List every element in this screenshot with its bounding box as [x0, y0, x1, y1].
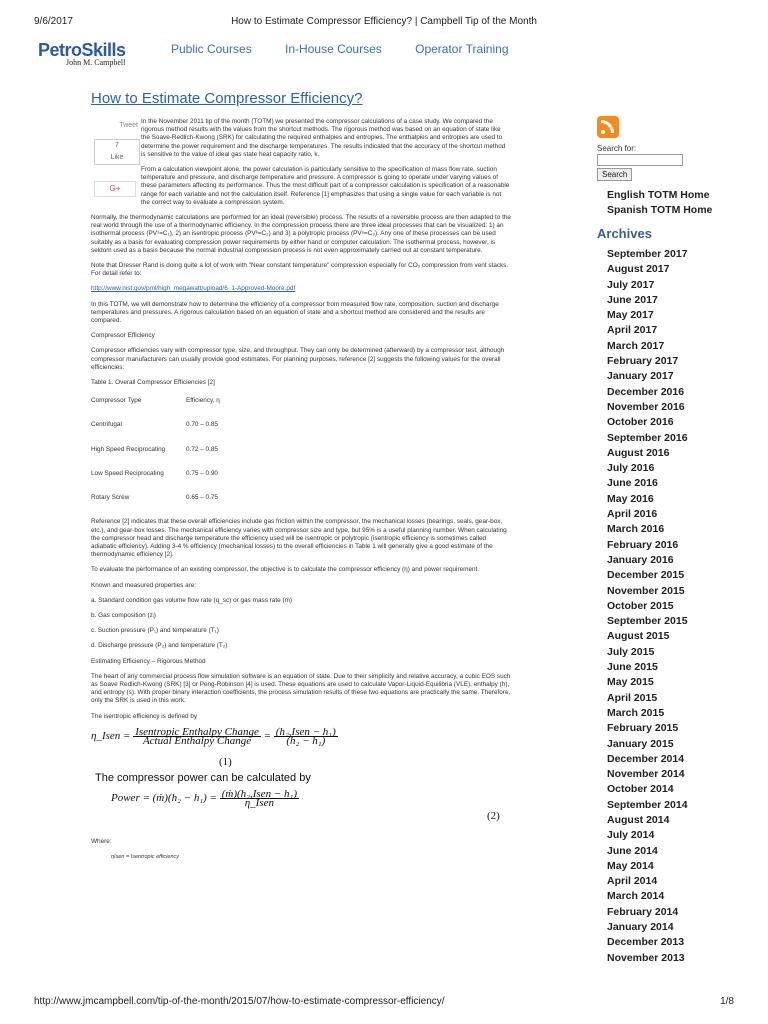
- eq1-num2: (h₂,Isen − h₁): [275, 725, 336, 738]
- print-url: http://www.jmcampbell.com/tip-of-the-month/2015/07/how-to-estimate-compressor-efficiency/: [34, 996, 445, 1007]
- archive-link[interactable]: December 2016: [607, 385, 685, 398]
- archives-title: Archives: [597, 226, 652, 241]
- archive-link[interactable]: September 2015: [607, 615, 688, 628]
- table-cell: 0.72 – 0.85: [186, 445, 218, 453]
- archive-link[interactable]: September 2016: [607, 431, 688, 444]
- table-row: [91, 494, 511, 502]
- table-caption: Table 1. Overall Compressor Efficiencies [2]: [91, 379, 215, 387]
- fb-count: 7: [115, 142, 119, 149]
- paragraph: Note that Dresser Rand is doing quite a lot of work with "Near constant temperature" compression especially for CO₂ compression from vent stacks. For detail refer to:: [91, 262, 509, 278]
- archive-link[interactable]: August 2014: [607, 813, 670, 826]
- eq-text: The compressor power can be calculated by: [95, 771, 311, 784]
- where-label: Where:: [91, 837, 112, 845]
- table-cell: 0.75 – 0.90: [186, 469, 218, 477]
- nav-operator-training[interactable]: Operator Training: [415, 42, 509, 56]
- archive-link[interactable]: July 2014: [607, 829, 655, 842]
- archive-link[interactable]: January 2016: [607, 553, 674, 566]
- nav-in-house-courses[interactable]: In-House Courses: [285, 42, 382, 56]
- reference-link[interactable]: http://www.nist.gov/pml/high_megawatt/upload/6_1-Approved-Moore.pdf: [91, 285, 296, 293]
- search-label: Search for:: [597, 144, 637, 153]
- archive-link[interactable]: November 2016: [607, 400, 685, 413]
- article-body: [91, 118, 511, 868]
- equations: [91, 725, 511, 838]
- eq1-den1: Actual Enthalpy Change: [142, 734, 252, 747]
- paragraph: To evaluate the performance of an existing compressor, the objective is to calculate the compressor efficiency (η) and power requirement.: [91, 566, 480, 574]
- archive-link[interactable]: November 2014: [607, 768, 685, 781]
- logo-brand: PetroSkills: [38, 40, 126, 60]
- paragraph: In this TOTM, we will demonstrate how to determine the efficiency of a compressor from measured flow rate, composition, suction and discharge temperatures and pressures. A rigorous calculation based on an equation of state and a shortcut method are considered and the results are compared.: [91, 300, 499, 325]
- archive-link[interactable]: March 2015: [607, 706, 665, 719]
- eq2-lhs: Power = (ṁ)(h₂ − h₁) =: [111, 791, 217, 804]
- site-logo[interactable]: [38, 40, 126, 67]
- archive-link[interactable]: August 2016: [607, 446, 670, 459]
- table-row: [91, 446, 511, 454]
- paragraph: Compressor efficiencies vary with compressor type, size, and throughput. They can only be determined (afterward) by a compressor test, although compressor manufacturers can usually provide good estimates. For planning purposes, reference [2] suggests the following values for the overall efficiencies:: [91, 347, 505, 371]
- archive-link[interactable]: July 2015: [607, 645, 655, 658]
- where-item: ηIsen = Isentropic efficiency: [111, 853, 180, 860]
- archive-link[interactable]: May 2017: [607, 309, 654, 322]
- paragraph: Reference [2] indicates that these overall efficiencies include gas friction within the compressor, the mechanical losses (bearings, seals, gear-box, etc.), and gear-box losses. The mechanical efficiency varies with compressor size and type, but 95% is a useful planning number. When calculating the compressor head and discharge temperature the efficiency used will be isentropic or polytropic (isentropic efficiency is sometimes called adiabatic efficiency). Adding 3-4 % efficiency (mechanical losses) to the overall efficiencies in Table 1 will generally give a good estimate of the thermodynamic efficiency [2].: [91, 518, 507, 559]
- archive-link[interactable]: June 2015: [607, 661, 658, 674]
- paragraph: From a calculation viewpoint alone, the power calculation is particularly sensitive to the specification of mass flow rate, suction temperature and pressure, and discharge temperature and pressure. A compressor is going to operate under varying values of these parameters affecting its performance. Thus the most difficult part of a compressor calculation is specification of a reasonable range for each variable and not the calculation itself. Reference [1] emphasizes that using a single value for each variable is not the correct way to evaluate a compression system.: [141, 166, 510, 206]
- paragraph: Known and measured properties are:: [91, 581, 197, 589]
- eq1-den2: (h₂ − h₁): [286, 734, 326, 747]
- efficiency-table: [91, 397, 511, 502]
- table-cell: High Speed Reciprocating: [91, 445, 166, 453]
- archive-link[interactable]: August 2017: [607, 263, 670, 276]
- archive-link[interactable]: May 2015: [607, 676, 654, 689]
- table-cell: 0.70 – 0.85: [186, 421, 218, 429]
- archive-link[interactable]: July 2016: [607, 462, 655, 475]
- eq2-den: η_Isen: [244, 796, 274, 809]
- eq1-lhs: η_Isen =: [91, 729, 131, 742]
- eq1-num1: Isentropic Enthalpy Change: [135, 725, 259, 738]
- table-cell: Low Speed Reciprocating: [91, 469, 164, 477]
- print-page: 1/8: [720, 996, 734, 1007]
- archive-link[interactable]: December 2014: [607, 752, 685, 765]
- archive-link[interactable]: October 2014: [607, 783, 674, 796]
- archive-link[interactable]: April 2016: [607, 508, 658, 521]
- page-title[interactable]: How to Estimate Compressor Efficiency?: [91, 90, 363, 107]
- list-item: b. Gas composition (zᵢ): [91, 611, 156, 619]
- search-button[interactable]: Search: [597, 168, 632, 181]
- archive-link[interactable]: January 2015: [607, 737, 674, 750]
- section-heading: Estimating Efficiency – Rigorous Method: [91, 657, 206, 665]
- logo-sub: John M. Campbell: [66, 58, 126, 67]
- table-header-cell: Compressor Type: [91, 397, 142, 405]
- paragraph: The isentropic efficiency is defined by: [91, 712, 198, 720]
- paragraph: Normally, the thermodynamic calculations are performed for an ideal (reversible) process. The results of a reversible process are then adapted to the real world through the use of a thermodynamic efficiency. In the compression process there are three ideal processes that can be visualized: 1) an isothermal process (PV¹=C₁), 2) an isentropic process (PVᵏ=C₂) and 3) a polytropic process (PVⁿ=C₃). Any one of these processes can be used suitably as a basis for evaluating compression power requirements by either hand or computer calculation. The isothermal process, however, is seldom used as a basis because the normal industrial compression process is not even approximately carried out at constant temperature.: [91, 214, 511, 254]
- archive-link[interactable]: February 2015: [607, 722, 679, 735]
- table-row: [91, 470, 511, 478]
- equation-2: [111, 787, 299, 809]
- archive-link[interactable]: November 2015: [607, 584, 685, 597]
- table-cell: 0.65 – 0.75: [186, 494, 218, 502]
- list-item: a. Standard condition gas volume flow rate (q_sc) or gas mass rate (ṁ): [91, 596, 293, 604]
- table-cell: Rotary Screw: [91, 494, 130, 502]
- archive-link[interactable]: January 2014: [607, 921, 674, 934]
- archive-link[interactable]: April 2015: [607, 691, 658, 704]
- section-heading: Compressor Efficiency: [91, 332, 155, 340]
- archive-link[interactable]: February 2017: [607, 355, 679, 368]
- archive-link[interactable]: March 2014: [607, 890, 665, 903]
- equation-1: η_Isen = $\frac{\text{Isentropic Enthalpy Change}}{\text{Actual Enthalpy Change}}$ = $\frac{\text{(h₂,Isen − h₁)}}{\text{(h₂ − h₁)}}$: [91, 725, 336, 747]
- eq2-number: (2): [487, 809, 500, 822]
- table-header-row: [91, 397, 511, 405]
- list-item: d. Discharge pressure (P₂) and temperature (T₂): [91, 642, 228, 650]
- paragraph: In the November 2011 tip of the month (TOTM) we presented the compressor calculations of a case study. We compared the rigorous method results with the values from the shortcut methods. The rigorous method was based on an equation of state like the Soave-Redlich-Kwong (SRK) for calculating the required enthalpies and entropies. The enthalpies and entropies are used to determine the power requirement and the discharge temperatures. The results indicated that the accuracy of the shortcut method is sensitive to the value of ideal gas state heat capacity ratio, k.: [141, 118, 506, 158]
- main-nav: [171, 42, 539, 56]
- print-date: 9/6/2017: [34, 16, 73, 27]
- archive-link[interactable]: June 2014: [607, 844, 658, 857]
- eq1-number: (1): [219, 755, 232, 768]
- archive-link[interactable]: March 2016: [607, 523, 665, 536]
- fb-like-label: Like: [110, 154, 124, 161]
- eq1-fraction-2: [274, 725, 338, 747]
- sidebar: [597, 116, 747, 967]
- archive-link[interactable]: November 2013: [607, 951, 685, 964]
- eq2-fraction: [220, 787, 299, 809]
- archive-link[interactable]: August 2015: [607, 630, 670, 643]
- archive-link[interactable]: December 2013: [607, 936, 685, 949]
- archives-list: [597, 248, 747, 967]
- archive-link[interactable]: June 2016: [607, 477, 658, 490]
- archive-link[interactable]: May 2014: [607, 859, 654, 872]
- archive-link[interactable]: April 2017: [607, 324, 658, 337]
- archive-link[interactable]: May 2016: [607, 492, 654, 505]
- archive-link[interactable]: July 2017: [607, 278, 655, 291]
- archive-link[interactable]: October 2015: [607, 599, 674, 612]
- nav-public-courses[interactable]: Public Courses: [171, 42, 252, 56]
- google-plus-button[interactable]: G+: [94, 181, 136, 197]
- table-cell: Centrifugal: [91, 421, 122, 429]
- tweet-button[interactable]: Tweet: [119, 122, 138, 129]
- link-spanish-totm[interactable]: Spanish TOTM Home: [607, 204, 713, 216]
- archive-link[interactable]: January 2017: [607, 370, 674, 383]
- home-links: [597, 189, 747, 216]
- print-title: How to Estimate Compressor Efficiency? | Campbell Tip of the Month: [231, 16, 537, 27]
- link-english-totm[interactable]: English TOTM Home: [607, 189, 710, 201]
- archive-link[interactable]: October 2016: [607, 416, 674, 429]
- search-input[interactable]: [597, 154, 683, 166]
- table-row: [91, 421, 511, 429]
- archive-link[interactable]: September 2017: [607, 248, 688, 260]
- archive-link[interactable]: April 2014: [607, 875, 658, 888]
- archive-link[interactable]: March 2017: [607, 339, 665, 352]
- archive-link[interactable]: September 2014: [607, 798, 688, 811]
- rss-icon[interactable]: [597, 116, 619, 138]
- archive-link[interactable]: February 2014: [607, 905, 679, 918]
- paragraph: The heart of any commercial process flow simulation software is an equation of state. Due to their simplicity and relative accuracy, a cubic EOS such as Soave Redlich-Kwong (SRK) [3] or Peng-Robinson [4] is used. These equations are used to calculate Vapor-Liquid-Equilibria (VLE), enthalpy (h), and entropy (s). With proper binary interaction coefficients, the process simulation results of these two equations are practically the same. Therefore, only the SRK is used in this work.: [91, 672, 511, 705]
- archive-link[interactable]: December 2015: [607, 569, 685, 582]
- list-item: c. Suction pressure (P₁) and temperature (T₁): [91, 627, 219, 635]
- table-header-cell: Efficiency, η: [186, 397, 220, 405]
- archive-link[interactable]: February 2016: [607, 538, 679, 551]
- archive-link[interactable]: June 2017: [607, 293, 658, 306]
- eq2-num: (ṁ)(h₂,Isen − h₁): [221, 787, 297, 800]
